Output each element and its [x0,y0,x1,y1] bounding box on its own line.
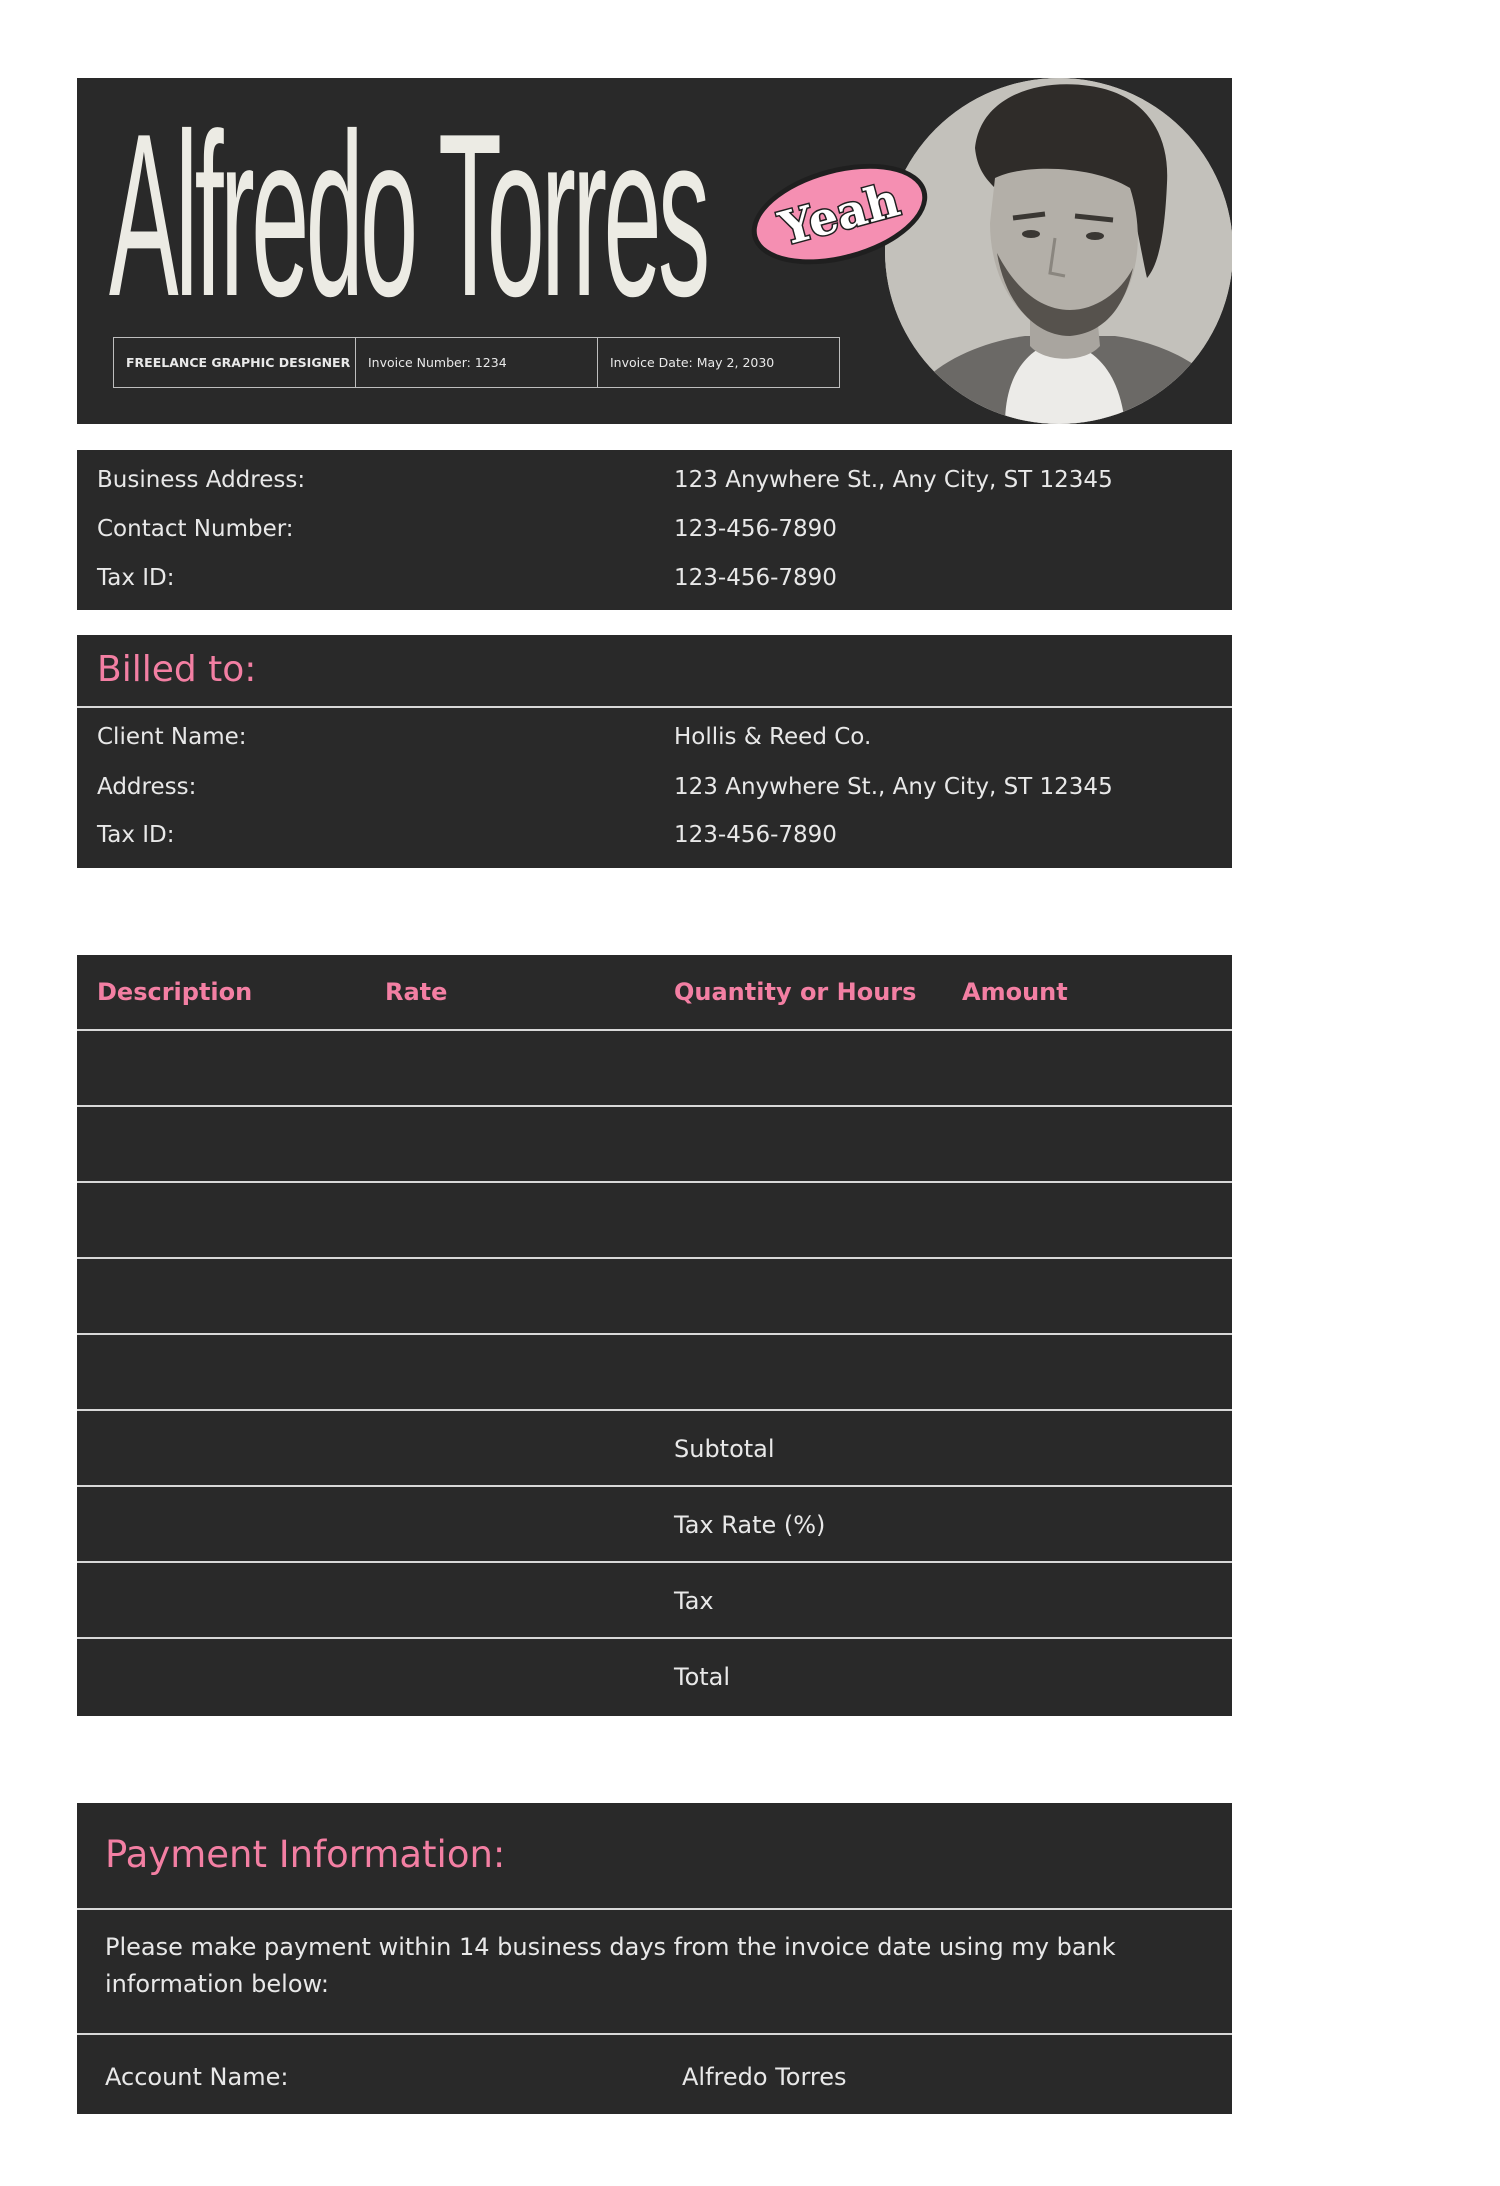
invoice-info-strip [113,337,840,388]
invoice-items-table [77,955,1232,1716]
table-row[interactable] [77,1107,1232,1183]
row-label: Business Address: [97,467,306,493]
divider [77,706,1232,708]
row-value: 123-456-7890 [674,516,837,542]
total-row [77,1639,1232,1715]
tax-row [77,1563,1232,1639]
tax-label: Tax [674,1587,714,1615]
column-header-description: Description [97,978,253,1006]
billed-to-section [77,635,1232,868]
table-row[interactable] [77,1335,1232,1411]
divider [77,1908,1232,1910]
payment-instructions: Please make payment within 14 business days from the invoice date using my bank information below: [105,1933,1116,1998]
role-label: FREELANCE GRAPHIC DESIGNER [114,338,356,387]
row-value: 123-456-7890 [674,565,837,591]
table-row[interactable] [77,1259,1232,1335]
table-row[interactable] [77,1183,1232,1259]
invoice-header [77,78,1232,424]
account-name-label: Account Name: [105,2063,289,2091]
payment-information [77,1803,1232,2114]
row-value: 123 Anywhere St., Any City, ST 12345 [674,774,1113,800]
client-address-row [77,763,1232,811]
row-label: Client Name: [97,724,247,750]
business-details [77,450,1232,610]
table-row[interactable] [77,1031,1232,1107]
invoice-number: Invoice Number: 1234 [356,338,598,387]
tax-rate-row [77,1487,1232,1563]
payment-title: Payment Information: [105,1833,506,1876]
row-label: Tax ID: [97,822,175,848]
designer-portrait [885,78,1232,424]
billed-to-title: Billed to: [97,649,257,690]
column-header-amount: Amount [962,978,1068,1006]
sticker-text: Yeah [773,172,906,256]
tax-rate-label: Tax Rate (%) [674,1511,826,1539]
row-value: 123-456-7890 [674,822,837,848]
client-tax-id-row [77,811,1232,859]
row-label: Contact Number: [97,516,294,542]
designer-name: Alfredo Torres [109,86,707,345]
column-header-quantity: Quantity or Hours [674,978,917,1006]
row-value: 123 Anywhere St., Any City, ST 12345 [674,467,1113,493]
account-name-value: Alfredo Torres [682,2063,847,2091]
subtotal-row [77,1411,1232,1487]
total-label: Total [674,1663,731,1691]
client-name-row [77,713,1232,761]
divider [77,2033,1232,2035]
row-label: Tax ID: [97,565,175,591]
column-header-rate: Rate [385,978,448,1006]
business-address-row [77,456,1232,504]
invoice-date: Invoice Date: May 2, 2030 [610,355,775,370]
subtotal-label: Subtotal [674,1435,775,1463]
row-label: Address: [97,774,197,800]
tax-id-row [77,554,1232,602]
contact-number-row [77,505,1232,553]
row-value: Hollis & Reed Co. [674,724,872,750]
